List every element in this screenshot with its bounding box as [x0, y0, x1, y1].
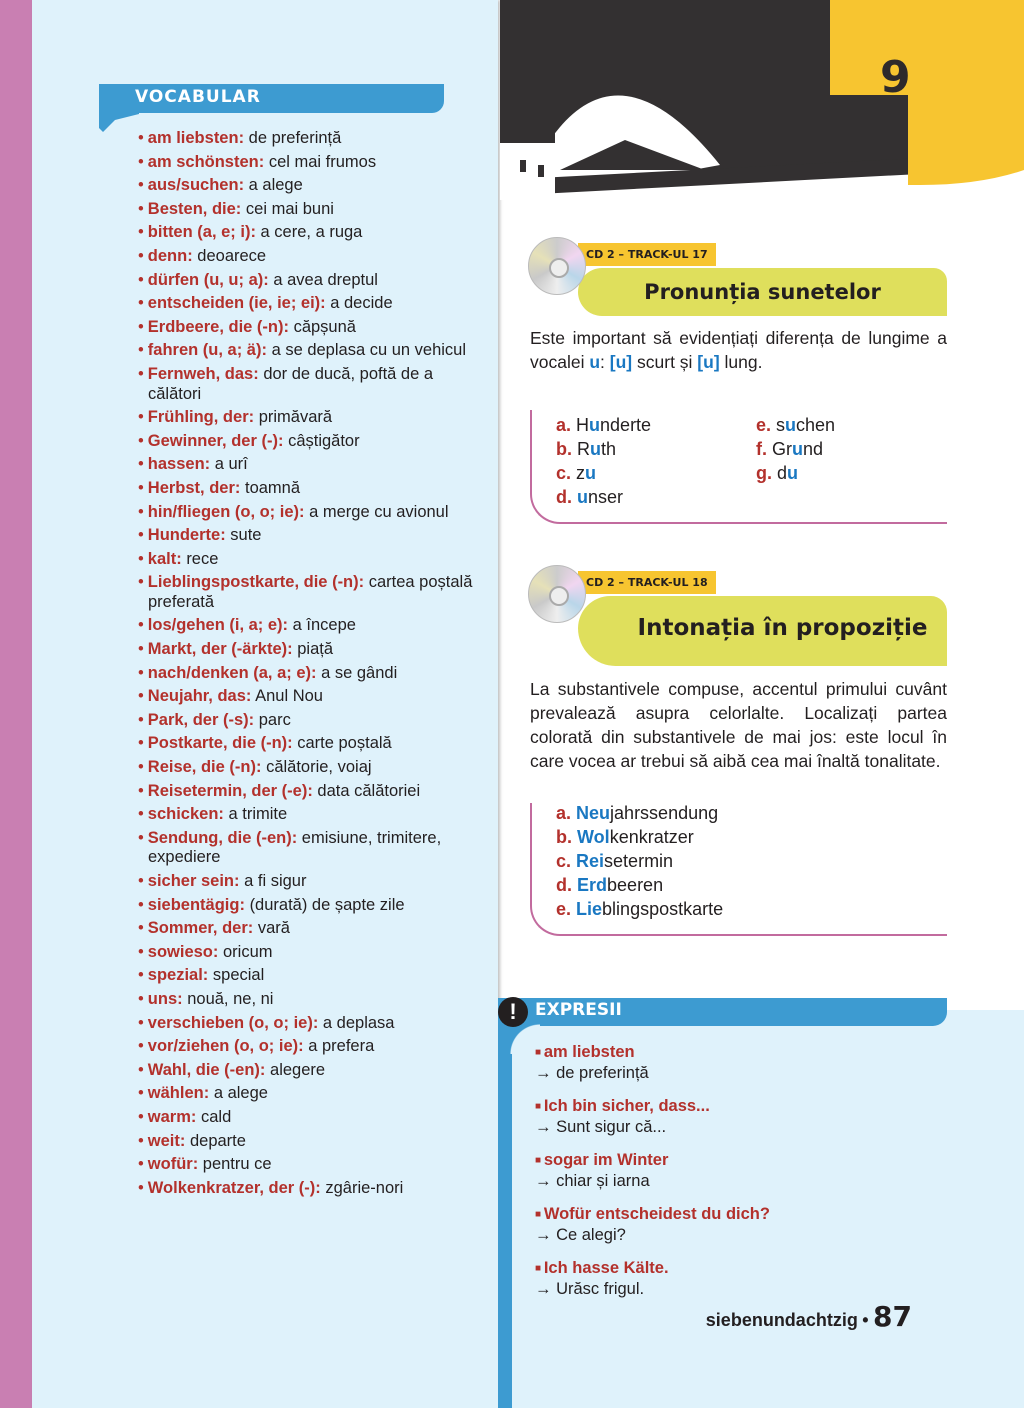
word-part: kenkratzer: [609, 827, 694, 847]
vocabulary-term: weit:: [147, 1131, 186, 1150]
vocabulary-term: Sommer, der:: [147, 919, 254, 938]
highlighted-part: Wol: [577, 827, 610, 847]
vocabulary-meaning: zgârie-nori: [325, 1178, 404, 1197]
intonation-word-list: [530, 803, 947, 936]
vocabulary-entry: [134, 455, 479, 475]
expressions-title: EXPRESII: [535, 1000, 622, 1020]
word-part: R: [577, 439, 591, 459]
vocabulary-entry: [134, 758, 479, 778]
vocabulary-meaning: rece: [186, 549, 219, 568]
word-part: jahrssendung: [610, 803, 719, 823]
instruction-text-part: Este important să evidențiați diferența de lungime a vocalei: [530, 328, 947, 372]
highlighted-part: u: [589, 415, 601, 435]
vocabulary-entry: [134, 550, 479, 570]
vocabulary-entry: [134, 896, 479, 916]
expression-german: ■ Ich hasse Kälte.: [535, 1258, 770, 1279]
vocabulary-entry: [134, 782, 479, 802]
vocabulary-meaning: a cere, a ruga: [260, 223, 363, 242]
expression-item: [535, 1204, 770, 1245]
highlighted-part: u: [785, 415, 797, 435]
highlighted-part: u: [585, 463, 597, 483]
vocabulary-meaning: primăvară: [258, 408, 333, 427]
vocabulary-entry: [134, 1037, 479, 1057]
vocabulary-term: nach/denken (a, a; e):: [147, 663, 317, 682]
track-label: CD 2 – TRACK-UL 17: [578, 243, 716, 266]
vocabulary-entry: [134, 829, 479, 868]
unit-number: 9: [880, 52, 911, 103]
vocabulary-term: Markt, der (-ärkte):: [147, 640, 293, 659]
vocabulary-entry: [134, 872, 479, 892]
expression-translation: → de preferință: [535, 1064, 649, 1082]
vocabulary-term: am schönsten:: [147, 152, 265, 171]
vocabulary-entry: [134, 526, 479, 546]
item-label: d.: [556, 487, 572, 507]
vocabulary-term: Hunderte:: [147, 526, 226, 545]
vocabulary-term: aus/suchen:: [147, 176, 245, 195]
item-label: c.: [556, 851, 572, 871]
vocabulary-entry: [134, 271, 479, 291]
exclamation-icon: !: [498, 997, 528, 1027]
vocabulary-meaning: nouă, ne, ni: [187, 989, 274, 1008]
word-item: [556, 461, 596, 485]
expression-translation: → chiar și iarna: [535, 1172, 650, 1190]
vocabulary-list: [134, 129, 479, 1202]
item-label: f.: [756, 439, 767, 459]
word-item: [556, 437, 616, 461]
vocabulary-term: siebentägig:: [147, 895, 245, 914]
expressions-header: [498, 998, 947, 1026]
vocabulary-title: VOCABULAR: [135, 87, 261, 107]
cd-audio-icon[interactable]: [528, 565, 586, 623]
vocabulary-entry: [134, 129, 479, 149]
vocabulary-term: vor/ziehen (o, o; ie):: [147, 1037, 304, 1056]
vocabulary-term: Postkarte, die (-n):: [147, 734, 293, 753]
word-part: nderte: [600, 415, 652, 435]
vocabulary-term: Frühling, der:: [147, 408, 255, 427]
vocabulary-entry: [134, 365, 479, 404]
vocabulary-term: Park, der (-s):: [147, 710, 255, 729]
highlighted-part: Lie: [576, 899, 603, 919]
vocabulary-term: Fernweh, das:: [147, 364, 259, 383]
item-label: e.: [556, 899, 572, 919]
word-part: H: [576, 415, 590, 435]
vocabulary-entry: [134, 1179, 479, 1199]
vocabulary-meaning: a prefera: [308, 1037, 375, 1056]
vocabulary-entry: [134, 200, 479, 220]
word-part: nser: [588, 487, 624, 507]
vocabulary-entry: [134, 573, 479, 612]
vocabulary-meaning: câștigător: [288, 431, 360, 450]
vocabulary-term: Wahl, die (-en):: [147, 1060, 266, 1079]
vocabulary-meaning: a alege: [248, 176, 303, 195]
expression-item: [535, 1042, 770, 1083]
vocabulary-entry: [134, 341, 479, 361]
vocabulary-term: sowieso:: [147, 942, 219, 961]
vocabulary-meaning: cei mai buni: [245, 199, 334, 218]
word-part: chen: [796, 415, 836, 435]
expression-german: ■ sogar im Winter: [535, 1150, 770, 1171]
vocabulary-meaning: piață: [297, 640, 334, 659]
expression-german: ■ Wofür entscheidest du dich?: [535, 1204, 770, 1225]
vocabulary-term: am liebsten:: [147, 129, 245, 147]
cd-audio-icon[interactable]: [528, 237, 586, 295]
instruction-text-part: scurt și: [632, 352, 698, 372]
vocabulary-entry: [134, 1155, 479, 1175]
vocabulary-term: Gewinner, der (-):: [147, 431, 284, 450]
vocabulary-term: kalt:: [147, 549, 182, 568]
vocabulary-meaning: a merge cu avionul: [309, 502, 449, 521]
word-item: [756, 461, 798, 485]
vocabulary-meaning: carte poștală: [297, 734, 392, 753]
vocabulary-meaning: cel mai frumos: [268, 152, 377, 171]
item-label: b.: [556, 827, 572, 847]
vocabulary-term: Reise, die (-n):: [147, 758, 262, 777]
instruction-text-part: [u]: [697, 352, 720, 372]
word-item: [756, 437, 823, 461]
item-label: a.: [556, 803, 572, 823]
vocabulary-entry: [134, 176, 479, 196]
vocabulary-term: Wolkenkratzer, der (-):: [147, 1178, 321, 1197]
item-label: b.: [556, 439, 572, 459]
vocabulary-meaning: a urî: [214, 455, 248, 474]
vocabulary-term: hassen:: [147, 455, 211, 474]
expression-translation: → Urăsc frigul.: [535, 1280, 645, 1298]
vocabulary-meaning: a trimite: [228, 805, 288, 824]
vocabulary-term: entscheiden (ie, ie; ei):: [147, 294, 326, 313]
vocabulary-meaning: pentru ce: [202, 1155, 272, 1174]
chapter-header-photo: [500, 0, 1024, 200]
word-item: [556, 873, 663, 897]
vocabulary-entry: [134, 711, 479, 731]
highlighted-part: u: [590, 439, 602, 459]
vocabulary-term: sicher sein:: [147, 872, 240, 890]
vocabulary-term: los/gehen (i, a; e):: [147, 616, 289, 635]
section-title: Pronunția sunetelor: [578, 268, 947, 316]
vocabulary-term: spezial:: [147, 966, 209, 985]
vocabulary-term: schicken:: [147, 805, 224, 824]
vocabulary-entry: [134, 664, 479, 684]
highlighted-part: u: [577, 487, 589, 507]
vocabulary-meaning: cald: [200, 1107, 232, 1126]
vocabulary-term: Besten, die:: [147, 199, 242, 218]
vocabulary-entry: [134, 640, 479, 660]
vocabulary-term: bitten (a, e; i):: [147, 223, 256, 242]
vocabulary-entry: [134, 503, 479, 523]
vocabulary-meaning: dor de ducă, poftă de a călători: [148, 364, 434, 403]
word-part: th: [601, 439, 617, 459]
vocabulary-meaning: călătorie, voiaj: [266, 758, 372, 777]
expression-translation: → Ce alegi?: [535, 1226, 626, 1244]
pronunciation-word-list: [530, 410, 947, 524]
instruction-text-part: lung.: [719, 352, 763, 372]
vocabulary-entry: [134, 1084, 479, 1104]
vocabulary-entry: [134, 616, 479, 636]
vocabulary-entry: [134, 318, 479, 338]
footer-bullet: •: [862, 1310, 869, 1330]
vocabulary-term: wählen:: [147, 1084, 210, 1103]
word-part: z: [576, 463, 586, 483]
vocabulary-meaning: emisiune, trimitere, expediere: [148, 828, 442, 867]
vocabulary-term: Lieblingspostkarte, die (-n):: [147, 573, 365, 592]
word-item: [556, 801, 718, 825]
word-part: nd: [803, 439, 824, 459]
word-item: [556, 849, 673, 873]
vocabulary-meaning: a alege: [213, 1084, 268, 1103]
page-number-word: siebenundachtzig: [705, 1310, 858, 1330]
item-label: a.: [556, 415, 572, 435]
section-instructions: La substantivele compuse, accentul primului cuvânt prevalează asupra celorlalte. Localizați partea colorată din substantivele de mai jos: este locul în care vocea ar trebui să aibă cea mai înaltă tonalitate.: [530, 679, 947, 771]
highlighted-part: Rei: [576, 851, 605, 871]
vocabulary-entry: [134, 247, 479, 267]
instruction-text-part: :: [600, 352, 610, 372]
vocabulary-entry: [134, 408, 479, 428]
vocabulary-entry: [134, 805, 479, 825]
vocabulary-term: hin/fliegen (o, o; ie):: [147, 502, 305, 521]
vocabulary-entry: [134, 1108, 479, 1128]
vocabulary-entry: [134, 943, 479, 963]
expressions-stripe: [498, 998, 512, 1408]
word-item: [556, 897, 723, 921]
vocabulary-term: verschieben (o, o; ie):: [147, 1013, 319, 1032]
vocabulary-meaning: (durată) de șapte zile: [249, 895, 405, 914]
item-label: g.: [756, 463, 772, 483]
vocabulary-meaning: toamnă: [244, 478, 301, 497]
track-label: CD 2 – TRACK-UL 18: [578, 571, 716, 594]
vocabulary-term: Erdbeere, die (-n):: [147, 317, 289, 336]
vocabulary-entry: [134, 919, 479, 939]
vocabulary-meaning: Anul Nou: [255, 687, 323, 706]
vocabulary-meaning: deoarece: [197, 246, 267, 265]
vocabulary-entry: [134, 223, 479, 243]
section-instructions: [530, 326, 947, 374]
vocabulary-term: wofür:: [147, 1155, 199, 1174]
item-label: c.: [556, 463, 572, 483]
vocabulary-meaning: a deplasa: [322, 1013, 395, 1032]
instruction-text-part: u: [589, 352, 601, 372]
word-part: d: [777, 463, 788, 483]
vocabulary-meaning: data călătoriei: [317, 781, 421, 800]
vocabulary-meaning: oricum: [222, 942, 273, 961]
vocabulary-term: dürfen (u, u; a):: [147, 270, 269, 289]
vocabulary-meaning: alegere: [270, 1060, 326, 1079]
vocabulary-meaning: de preferință: [248, 129, 342, 147]
vocabulary-meaning: sute: [230, 526, 262, 545]
highlighted-part: Neu: [576, 803, 611, 823]
vocabulary-term: warm:: [147, 1107, 197, 1126]
vocabulary-meaning: a se gândi: [321, 663, 398, 682]
vocabulary-entry: [134, 1061, 479, 1081]
vocabulary-entry: [134, 153, 479, 173]
expression-item: [535, 1150, 770, 1191]
vocabulary-term: uns:: [147, 989, 183, 1008]
expression-item: [535, 1258, 770, 1299]
vocabulary-meaning: cartea poștală preferată: [148, 573, 473, 611]
word-item: [556, 413, 651, 437]
vocabulary-meaning: vară: [257, 919, 290, 938]
highlighted-part: Erd: [577, 875, 608, 895]
vocabulary-entry: [134, 687, 479, 707]
vocabulary-meaning: a decide: [330, 294, 393, 313]
vocabulary-term: Neujahr, das:: [147, 687, 252, 706]
expression-german: ■ am liebsten: [535, 1042, 770, 1063]
vocabulary-meaning: a avea dreptul: [273, 270, 378, 289]
vocabulary-term: Sendung, die (-en):: [147, 828, 298, 847]
vocabulary-entry: [134, 990, 479, 1010]
vocabulary-meaning: special: [212, 966, 265, 985]
vocabulary-entry: [134, 432, 479, 452]
word-part: s: [776, 415, 786, 435]
vocabulary-header: [99, 84, 444, 113]
vocabulary-meaning: a începe: [292, 616, 356, 635]
instruction-text-part: [u]: [609, 352, 633, 372]
word-part: Gr: [772, 439, 793, 459]
vocabulary-entry: [134, 1132, 479, 1152]
vocabulary-meaning: a fi sigur: [244, 872, 307, 890]
section-title: Intonația în propoziție: [578, 596, 947, 666]
item-label: e.: [756, 415, 772, 435]
vocabulary-term: fahren (u, a; ä):: [147, 341, 267, 360]
page-number: 87: [873, 1300, 912, 1333]
vocabulary-meaning: căpșună: [293, 317, 356, 336]
vocabulary-entry: [134, 294, 479, 314]
vocabulary-entry: [134, 1014, 479, 1034]
word-part: setermin: [604, 851, 674, 871]
vocabulary-term: denn:: [147, 246, 193, 265]
item-label: d.: [556, 875, 572, 895]
vocabulary-meaning: parc: [258, 710, 291, 729]
word-part: beeren: [607, 875, 664, 895]
expressions-list: [535, 1042, 770, 1312]
word-item: [556, 825, 694, 849]
highlighted-part: u: [792, 439, 804, 459]
expression-german: ■ Ich bin sicher, dass...: [535, 1096, 770, 1117]
expression-translation: → Sunt sigur că...: [535, 1118, 667, 1136]
vocabulary-meaning: departe: [189, 1131, 246, 1150]
word-part: blingspostkarte: [602, 899, 724, 919]
expression-item: [535, 1096, 770, 1137]
highlighted-part: u: [787, 463, 799, 483]
word-item: [556, 485, 623, 509]
vocabulary-entry: [134, 479, 479, 499]
vocabulary-entry: [134, 966, 479, 986]
vocabulary-meaning: a se deplasa cu un vehicul: [271, 341, 467, 360]
word-item: [756, 413, 835, 437]
page-footer: [700, 1300, 912, 1333]
vocabulary-term: Herbst, der:: [147, 478, 241, 497]
vocabulary-entry: [134, 734, 479, 754]
vocabulary-term: Reisetermin, der (-e):: [147, 781, 313, 800]
